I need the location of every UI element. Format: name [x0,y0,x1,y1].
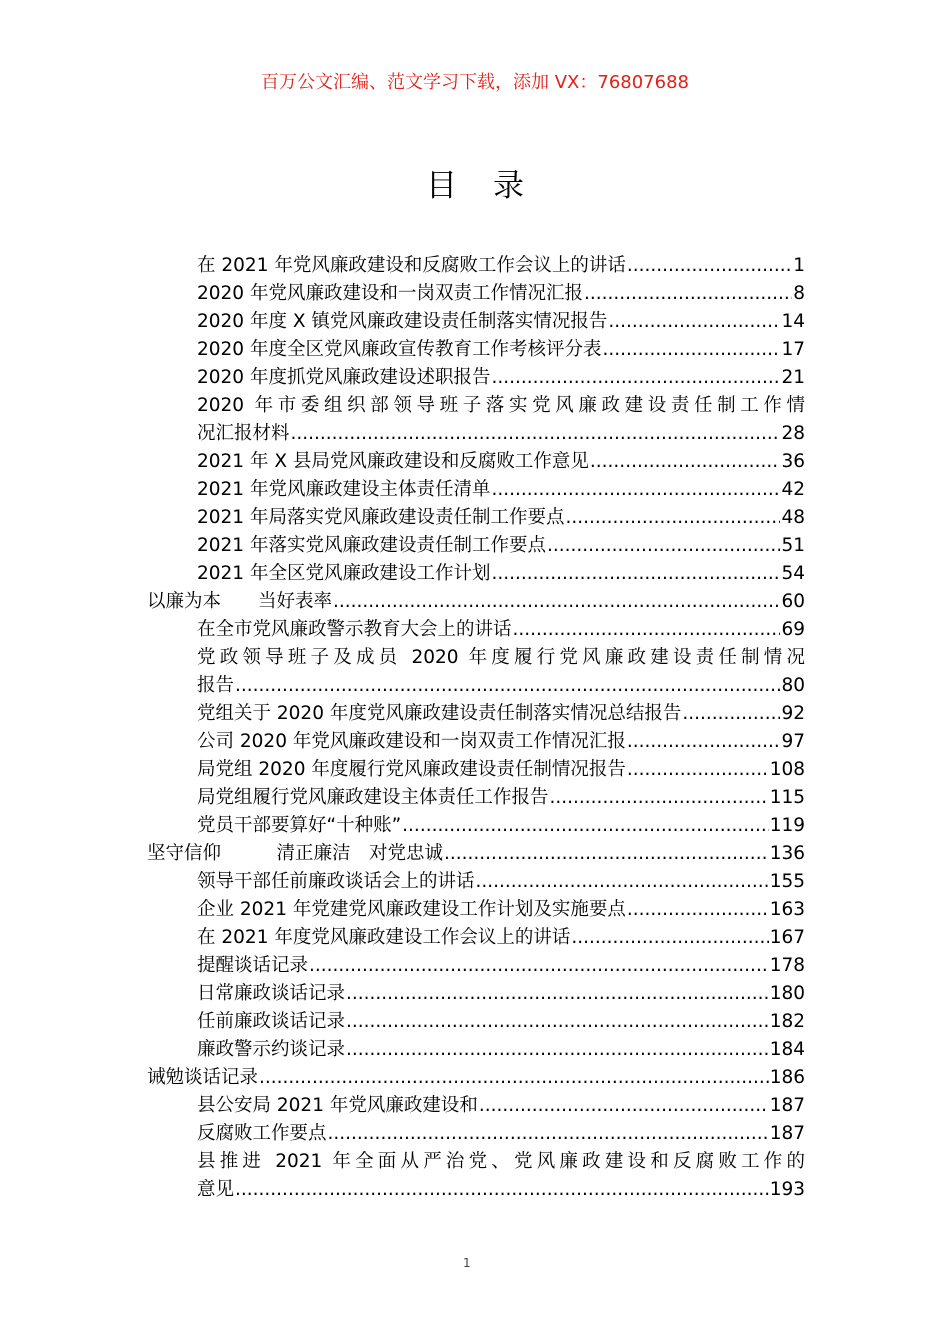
page-number: 1 [463,1256,471,1270]
toc-entry-title: 2020 年度抓党风廉政建设述职报告 [197,367,491,388]
toc-leader-dots [291,420,781,448]
toc-entry[interactable] [147,1120,805,1148]
toc-entry[interactable] [147,784,805,812]
toc-entry-title: 况汇报材料 [197,423,290,444]
toc-leader-dots [547,532,780,560]
toc-page-number: 1 [793,255,805,276]
toc-entry[interactable] [147,1036,805,1064]
toc-entry-title: 党组关于 2020 年度党风廉政建设责任制落实情况总结报告 [197,703,682,724]
toc-entry[interactable] [147,756,805,784]
toc-entry[interactable] [147,252,805,280]
toc-entry[interactable] [147,504,805,532]
toc-entry[interactable] [147,1008,805,1036]
toc-entry-title: 2020 年度 X 镇党风廉政建设责任制落实情况报告 [197,311,608,332]
toc-entry-title: 诫勉谈话记录 [147,1067,259,1088]
toc-leader-dots [627,728,781,756]
toc-entry[interactable] [147,476,805,504]
toc-entry-title-line: 党政领导班子及成员 2020 年度履行党风廉政建设责任制情况 [197,647,805,668]
toc-entry[interactable] [147,896,805,924]
toc-entry-title: 在 2021 年度党风廉政建设工作会议上的讲话 [197,927,571,948]
toc-leader-dots [479,1092,769,1120]
toc-entry-title: 党员干部要算好“十种账” [197,815,402,836]
toc-entry[interactable] [147,1148,805,1204]
toc-entry-title: 提醒谈话记录 [197,955,309,976]
toc-leader-dots [491,364,780,392]
toc-leader-dots [491,476,780,504]
toc-entry-title: 以廉为本 当好表率 [147,591,333,612]
toc-entry[interactable] [147,616,805,644]
toc-entry[interactable] [147,728,805,756]
toc-entry-title: 报告 [197,675,235,696]
toc-page-number: 186 [769,1067,805,1088]
toc-leader-dots [590,448,781,476]
toc-entry[interactable] [147,952,805,980]
toc-leader-dots [627,252,792,280]
toc-page-number: 36 [781,451,805,472]
toc-leader-dots [444,840,769,868]
toc-entry[interactable] [147,868,805,896]
toc-page-number: 21 [781,367,805,388]
toc-entry-title-line: 县推进 2021 年全面从严治党、党风廉政建设和反腐败工作的 [197,1151,805,1172]
toc-leader-dots [627,756,769,784]
toc-page-number: 180 [769,983,805,1004]
table-of-contents [147,252,805,1204]
toc-entry-title: 2021 年局落实党风廉政建设责任制工作要点 [197,507,565,528]
toc-page-number: 60 [781,591,805,612]
toc-entry[interactable] [147,980,805,1008]
watermark-header: 百万公文汇编、范文学习下载，添加 VX：76807688 [261,72,689,93]
toc-leader-dots [309,952,769,980]
toc-page-number: 178 [769,955,805,976]
toc-page-number: 51 [781,535,805,556]
toc-leader-dots [571,924,768,952]
toc-page-number: 54 [781,563,805,584]
toc-section-heading[interactable] [147,588,805,616]
toc-entry-title: 局党组履行党风廉政建设主体责任工作报告 [197,787,549,808]
toc-leader-dots [476,868,769,896]
toc-entry-title: 2021 年全区党风廉政建设工作计划 [197,563,491,584]
toc-page-number: 167 [769,927,805,948]
toc-section-heading[interactable] [147,840,805,868]
toc-entry[interactable] [147,700,805,728]
toc-entry-title: 坚守信仰 清正廉洁 对党忠诚 [147,843,444,864]
toc-page-number: 163 [769,899,805,920]
toc-leader-dots [346,1008,769,1036]
toc-entry[interactable] [147,308,805,336]
toc-leader-dots [402,812,769,840]
toc-leader-dots [627,896,769,924]
toc-page-number: 92 [781,703,805,724]
toc-entry[interactable] [147,1092,805,1120]
toc-entry[interactable] [147,924,805,952]
toc-page-number: 155 [769,871,805,892]
toc-entry-title: 反腐败工作要点 [197,1123,327,1144]
toc-leader-dots [608,308,780,336]
toc-entry-title-line: 2020 年市委组织部领导班子落实党风廉政建设责任制工作情 [197,395,805,416]
toc-page-number: 182 [769,1011,805,1032]
toc-page-number: 119 [769,815,805,836]
toc-entry-title: 领导干部任前廉政谈话会上的讲话 [197,871,475,892]
toc-page-number: 108 [769,759,805,780]
toc-leader-dots [235,1176,769,1204]
toc-leader-dots [333,588,780,616]
toc-entry-title: 廉政警示约谈记录 [197,1039,346,1060]
toc-page-number: 136 [769,843,805,864]
toc-page-number: 193 [769,1179,805,1200]
toc-page-number: 187 [769,1095,805,1116]
toc-leader-dots [328,1120,769,1148]
toc-page-number: 8 [793,283,805,304]
toc-leader-dots [513,616,781,644]
toc-leader-dots [346,1036,769,1064]
toc-entry[interactable] [147,392,805,448]
toc-page-number: 48 [781,507,805,528]
toc-entry-title: 县公安局 2021 年党风廉政建设和 [197,1095,478,1116]
toc-page-number: 28 [781,423,805,444]
toc-entry-title: 企业 2021 年党建党风廉政建设工作计划及实施要点 [197,899,626,920]
toc-entry-title: 2021 年党风廉政建设主体责任清单 [197,479,491,500]
toc-entry-title: 日常廉政谈话记录 [197,983,346,1004]
toc-leader-dots [259,1064,769,1092]
toc-entry-title: 在 2021 年党风廉政建设和反腐败工作会议上的讲话 [197,255,626,276]
toc-entry-title: 2020 年度全区党风廉政宣传教育工作考核评分表 [197,339,602,360]
toc-page-number: 115 [769,787,805,808]
toc-entry-title: 2021 年落实党风廉政建设责任制工作要点 [197,535,546,556]
toc-page-number: 187 [769,1123,805,1144]
toc-entry[interactable] [147,532,805,560]
toc-entry-title: 意见 [197,1179,235,1200]
toc-entry[interactable] [147,364,805,392]
toc-page-number: 69 [781,619,805,640]
toc-entry-title: 在全市党风廉政警示教育大会上的讲话 [197,619,512,640]
toc-page-number: 80 [781,675,805,696]
toc-entry-title: 2021 年 X 县局党风廉政建设和反腐败工作意见 [197,451,589,472]
toc-section-heading[interactable] [147,1064,805,1092]
toc-leader-dots [550,784,769,812]
toc-entry[interactable] [147,280,805,308]
toc-entry-title: 公司 2020 年党风廉政建设和一岗双责工作情况汇报 [197,731,626,752]
toc-leader-dots [602,336,780,364]
toc-entry[interactable] [147,336,805,364]
toc-entry-title: 任前廉政谈话记录 [197,1011,346,1032]
toc-leader-dots [682,700,780,728]
toc-entry[interactable] [147,560,805,588]
toc-page-number: 42 [781,479,805,500]
toc-entry[interactable] [147,644,805,700]
toc-leader-dots [235,672,780,700]
toc-entry[interactable] [147,812,805,840]
toc-leader-dots [584,280,792,308]
toc-leader-dots [346,980,769,1008]
toc-page-number: 14 [781,311,805,332]
toc-leader-dots [565,504,780,532]
toc-page-number: 17 [781,339,805,360]
toc-leader-dots [491,560,780,588]
toc-entry[interactable] [147,448,805,476]
toc-page-number: 97 [781,731,805,752]
toc-page-number: 184 [769,1039,805,1060]
toc-entry-title: 2020 年党风廉政建设和一岗双责工作情况汇报 [197,283,583,304]
page-title: 目录 [426,168,560,204]
toc-entry-title: 局党组 2020 年度履行党风廉政建设责任制情况报告 [197,759,626,780]
